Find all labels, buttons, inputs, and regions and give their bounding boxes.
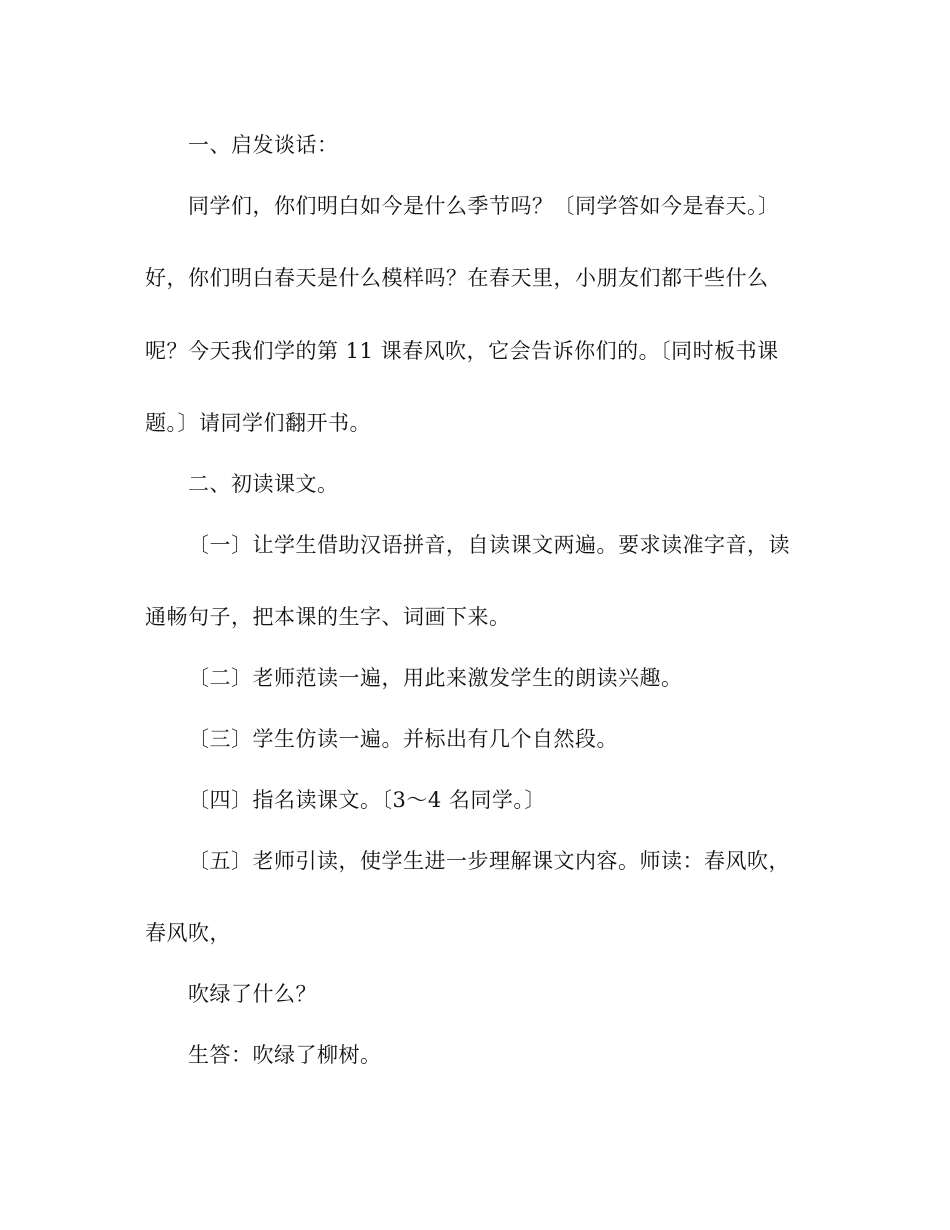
paragraph-line: 〔一〕让学生借助汉语拼音，自读课文两遍。要求读准字音，读 [188,533,790,557]
paragraph-line: 好，你们明白春天是什么模样吗？在春天里，小朋友们都干些什么 [145,266,769,290]
paragraph-line: 题。〕请同学们翻开书。 [145,411,371,435]
paragraph-line: 通畅句子，把本课的生字、词画下来。 [145,605,511,629]
paragraph-line: 〔五〕老师引读，使学生进一步理解课文内容。师读：春风吹， [188,849,790,873]
paragraph-line: 生答：吹绿了柳树。 [188,1043,382,1067]
paragraph-line: 呢？今天我们学的第 11 课春风吹，它会告诉你们的。〔同时板书课 [145,339,779,363]
paragraph-line: 〔二〕老师范读一遍，用此来激发学生的朗读兴趣。 [188,666,683,690]
paragraph-line: 〔四〕指名读课文。〔3～4 名同学。〕 [188,788,546,812]
paragraph-line: 〔三〕学生仿读一遍。并标出有几个自然段。 [188,727,618,751]
section-heading-1: 一、启发谈话： [188,133,339,157]
paragraph-line: 同学们，你们明白如今是什么季节吗？〔同学答如今是春天。〕 [188,194,780,218]
paragraph-line: 吹绿了什么？ [188,982,317,1006]
section-heading-2: 二、初读课文。 [188,472,339,496]
paragraph-line: 春风吹， [145,921,231,945]
